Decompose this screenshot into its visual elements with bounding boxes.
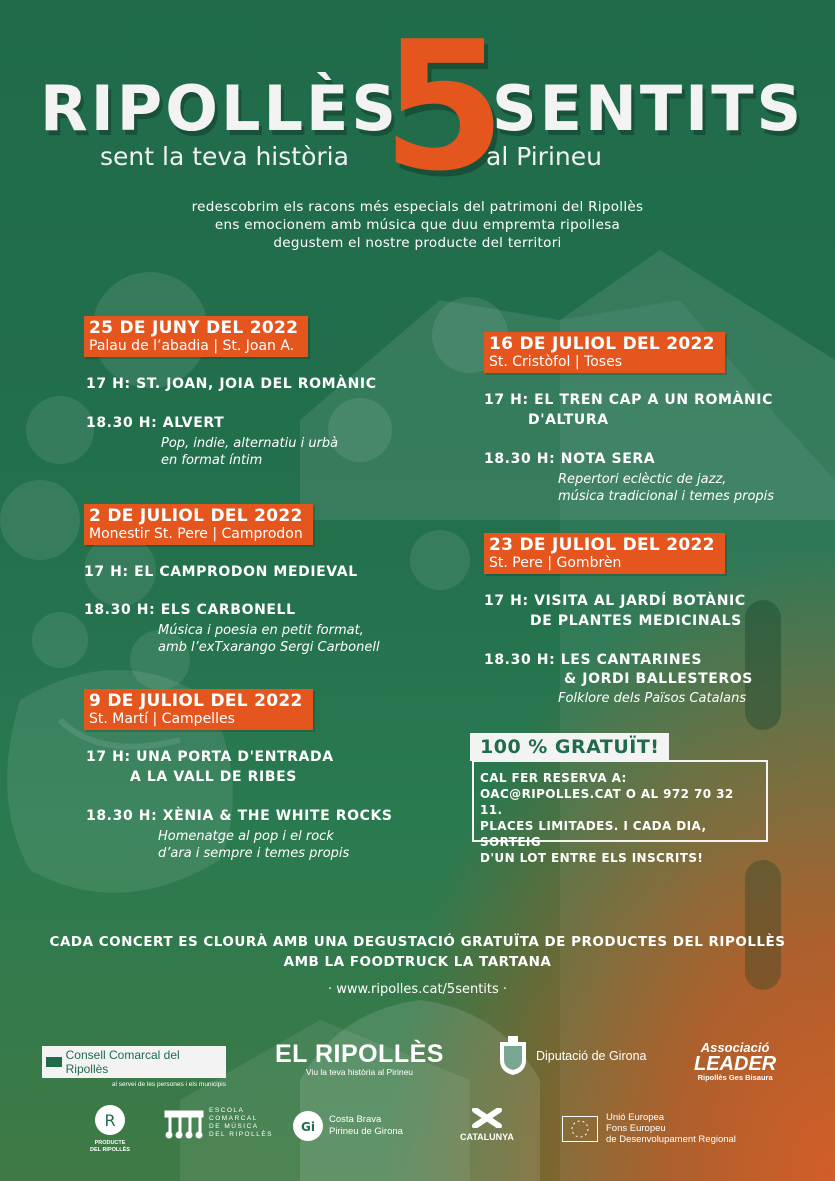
consell-icon [46, 1057, 62, 1067]
event-item-cont: DE PLANTES MEDICINALS [530, 613, 742, 629]
event-item: 18.30 H: LES CANTARINES [484, 652, 703, 668]
closing-line: CADA CONCERT ES CLOURÀ AMB UNA DEGUSTACIÓ GRATUÏTA DE PRODUCTES DEL RIPOLLÈS [49, 934, 786, 950]
reservation-line: CAL FER RESERVA A: [480, 771, 627, 785]
event-date-tag [484, 533, 725, 574]
event-date: 23 DE JULIOL DEL 2022 [489, 535, 715, 555]
closing-line: AMB LA FOODTRUCK LA TARTANA [283, 954, 552, 970]
leader-logo: Associació LEADER Ripollès Ges Bisaura [694, 1040, 777, 1082]
event-date: 16 DE JULIOL DEL 2022 [489, 334, 715, 354]
el-ripolles-logo: EL RIPOLLÈS Viu la teva història al Pirineu [275, 1040, 444, 1077]
costa-brava-logo: Gi Costa Brava Pirineu de Girona [292, 1110, 403, 1142]
intro-text [0, 198, 835, 252]
subtitle-right: al Pirineu [486, 142, 602, 171]
event-place: Palau de l’abadia | St. Joan A. [89, 338, 295, 354]
event-date-tag [484, 332, 725, 373]
event-desc: Homenatge al pop i el rock d’ara i sempre i temes propis [158, 829, 350, 861]
event-item: 18.30 H: XÈNIA & THE WHITE ROCKS [86, 808, 393, 824]
eu-flag-icon [562, 1116, 598, 1142]
reservation-line: PLACES LIMITADES. I CADA DIA, SORTEIG [480, 819, 707, 849]
coat-of-arms-icon [496, 1036, 530, 1076]
intro-line: degustem el nostre producte del territori [273, 235, 562, 251]
event-date: 9 DE JULIOL DEL 2022 [89, 691, 303, 711]
event-desc: Pop, indie, alternatiu i urbà en format íntim [161, 436, 339, 468]
escola-musica-logo: ESCOLA COMARCAL DE MÚSICA DEL RIPOLLÈS [164, 1106, 273, 1140]
intro-line: ens emocionem amb música que duu empremta ripollesa [214, 217, 621, 233]
producte-logo: R PRODUCTE DEL RIPOLLÈS [88, 1104, 132, 1154]
event-item: 18.30 H: ELS CARBONELL [84, 602, 296, 618]
event-date: 25 DE JUNY DEL 2022 [89, 318, 299, 338]
event-place: St. Cristòfol | Toses [489, 354, 622, 370]
event-item-cont: & JORDI BALLESTEROS [564, 671, 753, 687]
event-item: 17 H: UNA PORTA D'ENTRADA [86, 749, 334, 765]
website-link[interactable]: · www.ripolles.cat/5sentits · [327, 982, 508, 997]
closing-text [0, 932, 835, 972]
costa-brava-icon [292, 1110, 324, 1142]
event-item: 17 H: ST. JOAN, JOIA DEL ROMÀNIC [86, 376, 377, 392]
event-item-cont: A LA VALL DE RIBES [130, 769, 297, 785]
event-item: 18.30 H: NOTA SERA [484, 451, 656, 467]
title-left: RIPOLLÈS [40, 72, 399, 145]
title-number: 5 [382, 3, 506, 210]
event-item-cont: D'ALTURA [528, 412, 609, 428]
svg-text:R: R [104, 1111, 116, 1130]
free-badge: 100 % GRATUÏT! [470, 733, 669, 761]
reservation-line[interactable]: OAC@RIPOLLES.CAT O AL 972 70 32 11. [480, 787, 734, 817]
intro-line: redescobrim els racons més especials del patrimoni del Ripollès [191, 199, 644, 215]
eu-logo: Unió Europea Fons Europeu de Desenvolupament Regional [562, 1112, 736, 1145]
reservation-box [472, 760, 768, 865]
event-date: 2 DE JULIOL DEL 2022 [89, 506, 303, 526]
event-date-tag [84, 316, 308, 357]
catalunya-x-icon [467, 1108, 507, 1128]
event-place: St. Pere | Gombrèn [489, 555, 622, 571]
reservation-line: D'UN LOT ENTRE ELS INSCRITS! [480, 851, 704, 865]
event-place: Monestir St. Pere | Camprodon [89, 526, 303, 542]
event-date-tag [84, 504, 313, 545]
event-item: 17 H: VISITA AL JARDÍ BOTÀNIC [484, 593, 746, 609]
catalunya-logo: CATALUNYA [460, 1108, 514, 1142]
diputacio-logo: Diputació de Girona [496, 1036, 646, 1076]
event-item: 18.30 H: ALVERT [86, 415, 225, 431]
event-date-tag [84, 689, 313, 730]
title-right: SENTITS [492, 72, 805, 145]
event-place: St. Martí | Campelles [89, 711, 235, 727]
event-item: 17 H: EL CAMPRODON MEDIEVAL [84, 564, 358, 580]
svg-text:Gi: Gi [301, 1120, 315, 1134]
producte-r-icon [94, 1104, 126, 1136]
event-desc: Música i poesia en petit format, amb l’exTxarango Sergi Carbonell [158, 623, 380, 655]
consell-logo: Consell Comarcal del Ripollès al servei de les persones i els municipis [42, 1046, 226, 1076]
music-notes-icon [164, 1106, 204, 1140]
event-item: 17 H: EL TREN CAP A UN ROMÀNIC [484, 392, 773, 408]
event-desc: Repertori eclèctic de jazz, música tradicional i temes propis [558, 472, 775, 504]
subtitle-left: sent la teva història [100, 142, 349, 171]
event-desc: Folklore dels Països Catalans [558, 691, 747, 706]
